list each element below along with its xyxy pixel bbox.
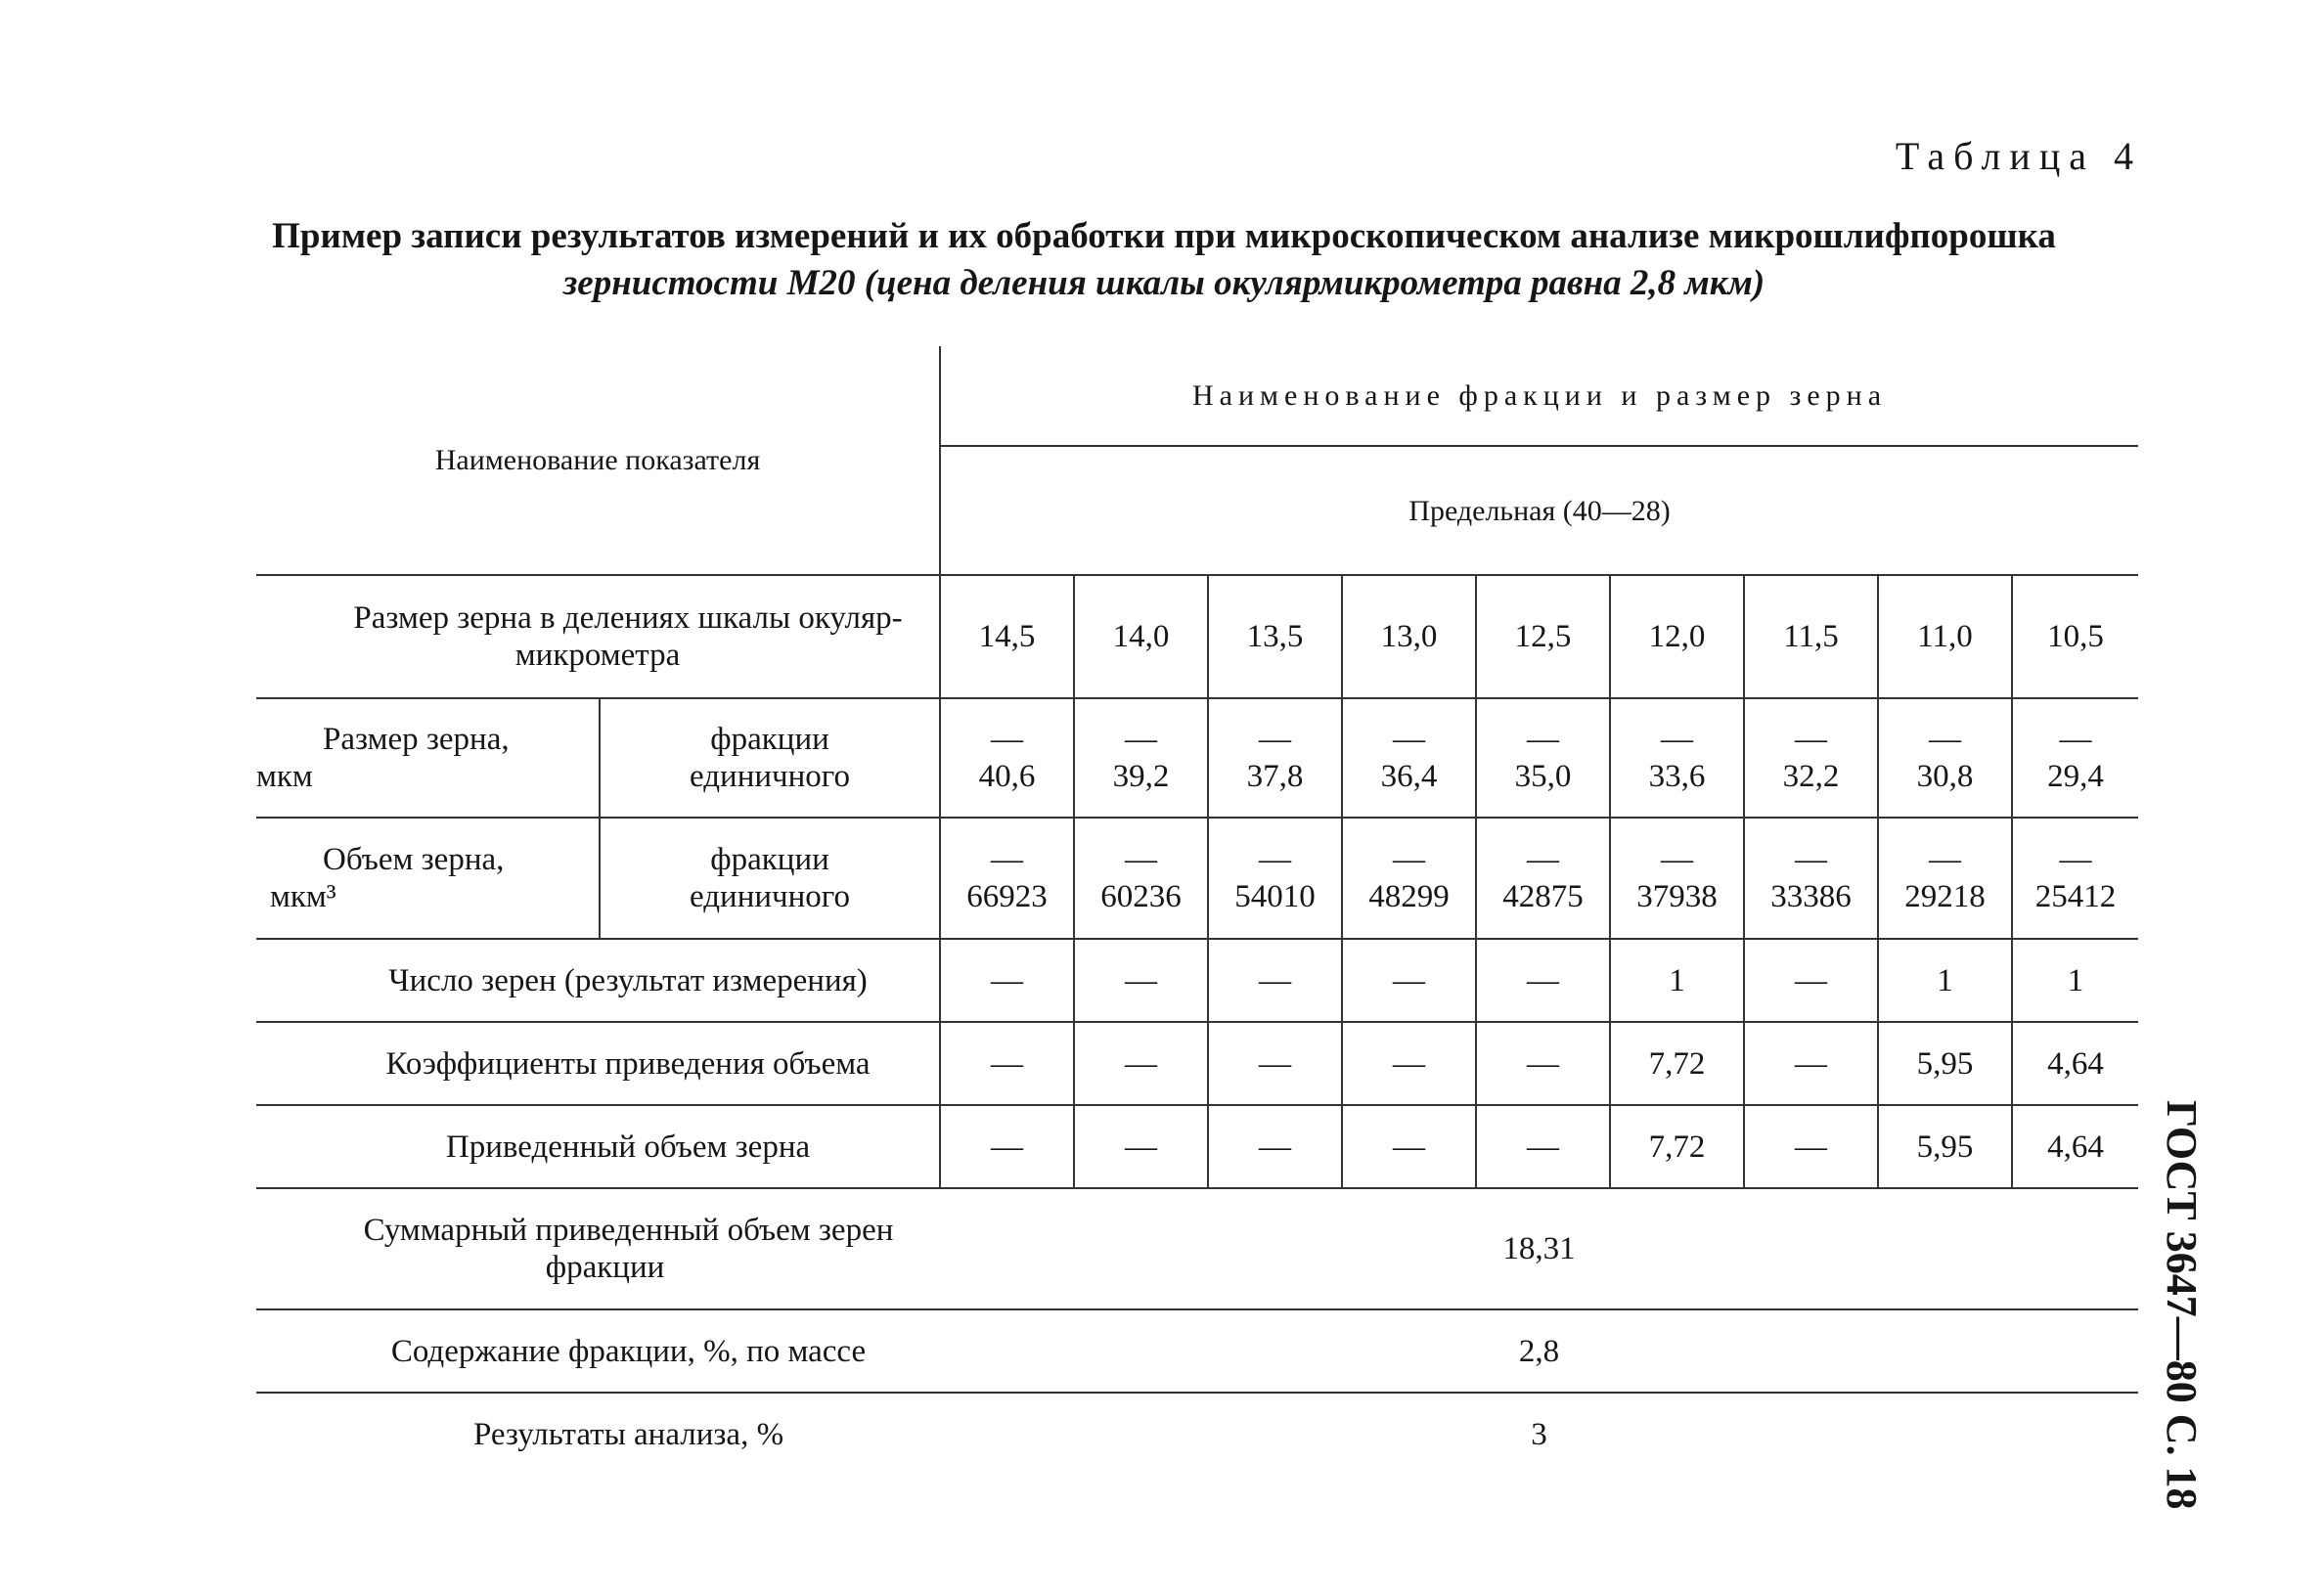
size-value: — 36,4 — [1342, 698, 1476, 818]
row-size-label: Размер зерна, мкм — [256, 698, 600, 818]
row-coefficients-label: Коэффициенты приведения объема — [256, 1022, 940, 1105]
coef-value: — — [1476, 1022, 1610, 1105]
size-value: — 33,6 — [1610, 698, 1744, 818]
row-reduced-volume — [256, 1105, 2138, 1188]
size-value: — 29,4 — [2012, 698, 2138, 818]
count-value: — — [1476, 939, 1610, 1022]
row-count — [256, 939, 2138, 1022]
divisions-value: 14,5 — [940, 575, 1074, 698]
result-value: 3 — [1531, 1417, 1547, 1452]
row-volume-label: Объем зерна, мкм³ — [256, 818, 600, 939]
size-value: — 39,2 — [1074, 698, 1208, 818]
divisions-value: 11,5 — [1744, 575, 1878, 698]
count-value: — — [1744, 939, 1878, 1022]
row-coefficients — [256, 1022, 2138, 1105]
coef-value: — — [1074, 1022, 1208, 1105]
divisions-value: 12,5 — [1476, 575, 1610, 698]
reduced-value: — — [1208, 1105, 1342, 1188]
coef-value: — — [940, 1022, 1074, 1105]
sum-value: 18,31 — [940, 1188, 2138, 1309]
row-count-label: Число зерен (результат измерения) — [256, 939, 940, 1022]
table-title — [245, 213, 2083, 307]
document-id: ГОСТ 3647—80 С. 18 — [2158, 1100, 2206, 1510]
row-content — [256, 1309, 2138, 1393]
row-divisions-label: Размер зерна в делениях шкалы окуляр- микрометра — [256, 575, 940, 698]
size-value: — 37,8 — [1208, 698, 1342, 818]
table-title-line-1: Пример записи результатов измерений и их обработки при микроскопическом анализе микрошлифпорошка — [272, 216, 2056, 256]
volume-value: — 54010 — [1208, 818, 1342, 939]
reduced-value: 7,72 — [1610, 1105, 1744, 1188]
volume-value: — 33386 — [1744, 818, 1878, 939]
reduced-value: — — [1074, 1105, 1208, 1188]
count-value: 1 — [1610, 939, 1744, 1022]
count-value: — — [1074, 939, 1208, 1022]
volume-value: — 48299 — [1342, 818, 1476, 939]
reduced-value: — — [1342, 1105, 1476, 1188]
count-value: — — [1342, 939, 1476, 1022]
coef-value: — — [1342, 1022, 1476, 1105]
volume-value: — 29218 — [1878, 818, 2012, 939]
header-subfraction: Предельная (40—28) — [940, 446, 2138, 575]
coef-value: 7,72 — [1610, 1022, 1744, 1105]
results-table — [256, 346, 2138, 1476]
volume-value: — 42875 — [1476, 818, 1610, 939]
content-value: 2,8 — [940, 1309, 2138, 1393]
table-number: Таблица 4 — [1895, 134, 2142, 178]
count-value: 1 — [2012, 939, 2138, 1022]
row-divisions — [256, 575, 2138, 698]
coef-value: 4,64 — [2012, 1022, 2138, 1105]
volume-value: — 37938 — [1610, 818, 1744, 939]
row-volume-sublabel: фракции единичного — [600, 818, 940, 939]
size-value: — 35,0 — [1476, 698, 1610, 818]
reduced-value: — — [1744, 1105, 1878, 1188]
reduced-value: — — [1476, 1105, 1610, 1188]
row-result-label: Результаты анализа, % — [472, 1417, 784, 1452]
header-indicator: Наименование показателя — [256, 346, 940, 575]
row-content-label: Содержание фракции, %, по массе — [256, 1309, 940, 1393]
divisions-value: 13,5 — [1208, 575, 1342, 698]
volume-value: — 66923 — [940, 818, 1074, 939]
count-value: 1 — [1878, 939, 2012, 1022]
divisions-value: 12,0 — [1610, 575, 1744, 698]
count-value: — — [1208, 939, 1342, 1022]
table-title-line-2: зернистости М20 (цена деления шкалы окулярмикрометра равна 2,8 мкм) — [562, 263, 1765, 303]
row-sum — [256, 1188, 2138, 1309]
divisions-value: 14,0 — [1074, 575, 1208, 698]
row-volume — [256, 818, 2138, 939]
row-size — [256, 698, 2138, 818]
coef-value: — — [1744, 1022, 1878, 1105]
header-row-1 — [256, 346, 2138, 446]
divisions-value: 13,0 — [1342, 575, 1476, 698]
reduced-value: 5,95 — [1878, 1105, 2012, 1188]
coef-value: 5,95 — [1878, 1022, 2012, 1105]
size-value: — 32,2 — [1744, 698, 1878, 818]
size-value: — 40,6 — [940, 698, 1074, 818]
reduced-value: 4,64 — [2012, 1105, 2138, 1188]
volume-value: — 25412 — [2012, 818, 2138, 939]
size-value: — 30,8 — [1878, 698, 2012, 818]
row-sum-label: Суммарный приведенный объем зерен фракции — [256, 1188, 940, 1309]
volume-value: — 60236 — [1074, 818, 1208, 939]
row-reduced-label: Приведенный объем зерна — [256, 1105, 940, 1188]
header-fraction: Наименование фракции и размер зерна — [940, 346, 2138, 446]
divisions-value: 11,0 — [1878, 575, 2012, 698]
row-size-sublabel: фракции единичного — [600, 698, 940, 818]
coef-value: — — [1208, 1022, 1342, 1105]
row-result — [256, 1393, 2138, 1476]
divisions-value: 10,5 — [2012, 575, 2138, 698]
count-value: — — [940, 939, 1074, 1022]
reduced-value: — — [940, 1105, 1074, 1188]
